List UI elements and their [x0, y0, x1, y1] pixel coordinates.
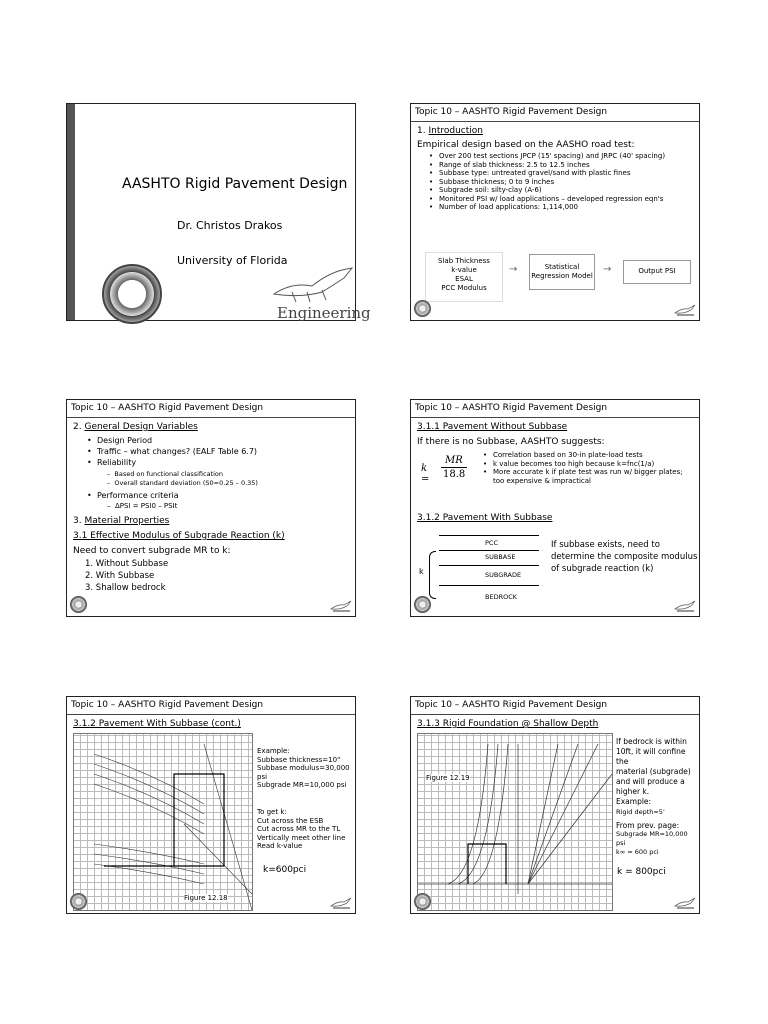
example-block — [257, 747, 355, 790]
rigid-foundation-chart — [417, 733, 613, 911]
list-item: – Overall standard deviation (S0=0.25 – 0.35) — [107, 479, 258, 487]
result-k: k = 800pci — [617, 867, 666, 877]
list-item: k∞ = 600 pci — [616, 848, 659, 856]
slide-subgrade-modulus: Topic 10 – AASHTO Rigid Pavement Design 3.1.1 Pavement Without Subbase If there is no Subbase, AASHTO suggests: k = MR 18.8 • Correlation based on 30-in plate-load tests • k value becomes too high because k=fnc(1/a) • More accurate k if plate test was run w/ bigger plates; too expensive & impractical 3.1.2 Pavement With Subbase PCC SUBBASE SUBGRADE BEDROCK k If subbase exists, need to determine the composite modulus of subgrade reaction (k) — [410, 399, 700, 617]
university-seal — [102, 264, 162, 324]
list-item: Read k-value — [257, 842, 303, 850]
reliability-sublist — [107, 470, 258, 488]
no-subbase-bullets — [481, 451, 691, 485]
list-item: Vertically meet other line — [257, 833, 346, 842]
example-title: Example: — [616, 797, 652, 806]
example-title: Example: — [257, 747, 290, 755]
list-item: • k value becomes too high because k=fnc(1/a) — [481, 460, 691, 469]
flow-input: Slab Thickness — [438, 257, 490, 265]
k-label: k — [419, 567, 424, 576]
layer-diagram — [419, 535, 539, 605]
text-line: and will produce a — [616, 777, 685, 786]
slide-header: Topic 10 – AASHTO Rigid Pavement Design — [67, 697, 355, 715]
nomograph-curves — [74, 734, 252, 910]
engineering-logo-small — [330, 897, 352, 910]
left-band — [67, 104, 75, 320]
text-line: material (subgrade) — [616, 767, 691, 776]
engineering-logo-small — [330, 600, 352, 613]
flow-input: k-value — [451, 266, 477, 274]
subsection-title: 3.1 Effective Modulus of Subgrade Reaction (k) — [73, 531, 285, 541]
arrow-icon: → — [603, 264, 612, 275]
result-k: k=600pci — [263, 865, 307, 875]
section-number: 3. — [73, 516, 82, 526]
section-title: General Design Variables — [84, 422, 198, 432]
list-item: • Performance criteria — [85, 490, 179, 501]
list-item: Subbase thickness=10" — [257, 755, 341, 764]
section-heading — [73, 422, 198, 432]
flow-output-box: Output PSI — [623, 260, 691, 284]
list-item: • Reliability — [85, 457, 257, 468]
flow-model-box: Statistical Regression Model — [529, 254, 595, 290]
composite-k-nomograph — [73, 733, 253, 911]
university-seal-small — [70, 893, 87, 910]
subsection-title: 3.1.2 Pavement With Subbase — [417, 513, 553, 523]
list-item: • Subgrade soil: silty-clay (A-6) — [427, 186, 697, 195]
option-list — [85, 558, 168, 594]
list-item: • Subbase type: untreated gravel/sand with plastic fines — [427, 169, 697, 178]
performance-formula: – ΔPSI = PSI0 – PSIt — [107, 502, 178, 510]
presentation-title: AASHTO Rigid Pavement Design — [122, 176, 348, 192]
university-seal-small — [414, 300, 431, 317]
list-item: • Range of slab thickness: 2.5 to 12.5 inches — [427, 161, 697, 170]
slide-shallow-bedrock — [410, 696, 700, 914]
engineering-wordmark: Engineering — [277, 304, 371, 322]
slide-title — [66, 103, 371, 322]
example-value: Rigid depth=5' — [616, 808, 665, 816]
slide-header: Topic 10 – AASHTO Rigid Pavement Design — [411, 697, 699, 715]
slide-introduction — [410, 103, 700, 321]
previous-page-block — [616, 821, 699, 857]
performance-list — [85, 490, 179, 501]
university-seal-small — [70, 596, 87, 613]
list-item: Subgrade MR=10,000 psi — [616, 830, 688, 847]
section-heading — [417, 126, 483, 136]
list-item: Cut across the ESB — [257, 816, 324, 825]
design-variable-list — [85, 435, 257, 468]
section-heading — [73, 516, 169, 526]
list-item: 2. With Subbase — [85, 571, 155, 581]
list-item: • Number of load applications: 1,114,000 — [427, 203, 697, 212]
list-item: Subgrade MR=10,000 psi — [257, 781, 347, 789]
subgrade-layer: SUBGRADE — [439, 565, 539, 586]
engineering-logo-small — [674, 304, 696, 317]
section-number: 2. — [73, 422, 82, 432]
chart-curves — [418, 734, 612, 910]
list-item: • Correlation based on 30-in plate-load tests — [481, 451, 691, 460]
subsection-title: 3.1.1 Pavement Without Subbase — [417, 422, 568, 432]
text-line: 10ft, it will confine the — [616, 747, 686, 766]
slide-header: Topic 10 – AASHTO Rigid Pavement Design — [67, 400, 355, 418]
arrow-icon: → — [509, 264, 518, 275]
slide-design-variables — [66, 399, 356, 617]
university-seal-small — [414, 596, 431, 613]
subbase-layer: SUBBASE — [439, 549, 539, 566]
text-line: If bedrock is within — [616, 737, 687, 746]
flow-inputs-box — [425, 252, 503, 302]
bedrock-layer: BEDROCK — [485, 593, 518, 601]
convert-lead: Need to convert subgrade MR to k: — [73, 546, 231, 556]
flow-input: PCC Modulus — [441, 284, 487, 292]
flow-input: ESAL — [455, 275, 473, 283]
author-name: Dr. Christos Drakos — [177, 219, 283, 232]
example-block — [616, 797, 665, 817]
list-item: • Over 200 test sections JPCP (15' spacing) and JRPC (40' spacing) — [427, 152, 697, 161]
list-item: • Traffic – what changes? (EALF Table 6.7) — [85, 446, 257, 457]
subbase-note: If subbase exists, need to determine the composite modulus of subgrade reaction (k) — [551, 540, 698, 574]
text-line: higher k. — [616, 787, 650, 796]
figure-label: Figure 12.19 — [426, 774, 470, 782]
figure-label: Figure 12.18 — [184, 894, 228, 902]
bedrock-text — [616, 737, 699, 797]
list-item: • More accurate k if plate test was run w/ bigger plates; too expensive & impractical — [481, 468, 691, 485]
intro-lead: Empirical design based on the AASHO road test: — [417, 140, 635, 150]
list-item: 1. Without Subbase — [85, 559, 169, 569]
prev-title: From prev. page: — [616, 821, 680, 830]
section-title: Material Properties — [84, 516, 170, 526]
section-title: Introduction — [428, 126, 483, 136]
procedure-title: To get k: — [257, 808, 287, 816]
list-item: 3. Shallow bedrock — [85, 583, 166, 593]
slide-header: Topic 10 – AASHTO Rigid Pavement Design — [411, 104, 699, 122]
list-item: – Based on functional classification — [107, 470, 224, 478]
procedure-block — [257, 808, 345, 851]
list-item: • Design Period — [85, 435, 257, 446]
subsection-title: 3.1.2 Pavement With Subbase (cont.) — [73, 719, 241, 729]
list-item: Subbase modulus=30,000 psi — [257, 764, 350, 781]
gator-logo — [272, 264, 354, 306]
section-number: 1. — [417, 126, 426, 136]
engineering-logo-small — [674, 600, 696, 613]
intro-bullet-list — [427, 152, 697, 212]
list-item: Cut across MR to the TL — [257, 825, 341, 833]
university-name: University of Florida — [177, 254, 288, 267]
no-subbase-lead: If there is no Subbase, AASHTO suggests: — [417, 437, 605, 447]
slide-header: Topic 10 – AASHTO Rigid Pavement Design — [411, 400, 699, 418]
list-item: • Subbase thickness; 0 to 9 inches — [427, 178, 697, 187]
subsection-title: 3.1.3 Rigid Foundation @ Shallow Depth — [417, 719, 599, 729]
list-item: • Monitored PSI w/ load applications – developed regression eqn's — [427, 195, 697, 204]
slide-subbase-chart — [66, 696, 356, 914]
engineering-logo-small — [674, 897, 696, 910]
brace-icon — [429, 551, 436, 599]
university-seal-small — [414, 893, 431, 910]
pcc-layer: PCC — [439, 535, 539, 551]
